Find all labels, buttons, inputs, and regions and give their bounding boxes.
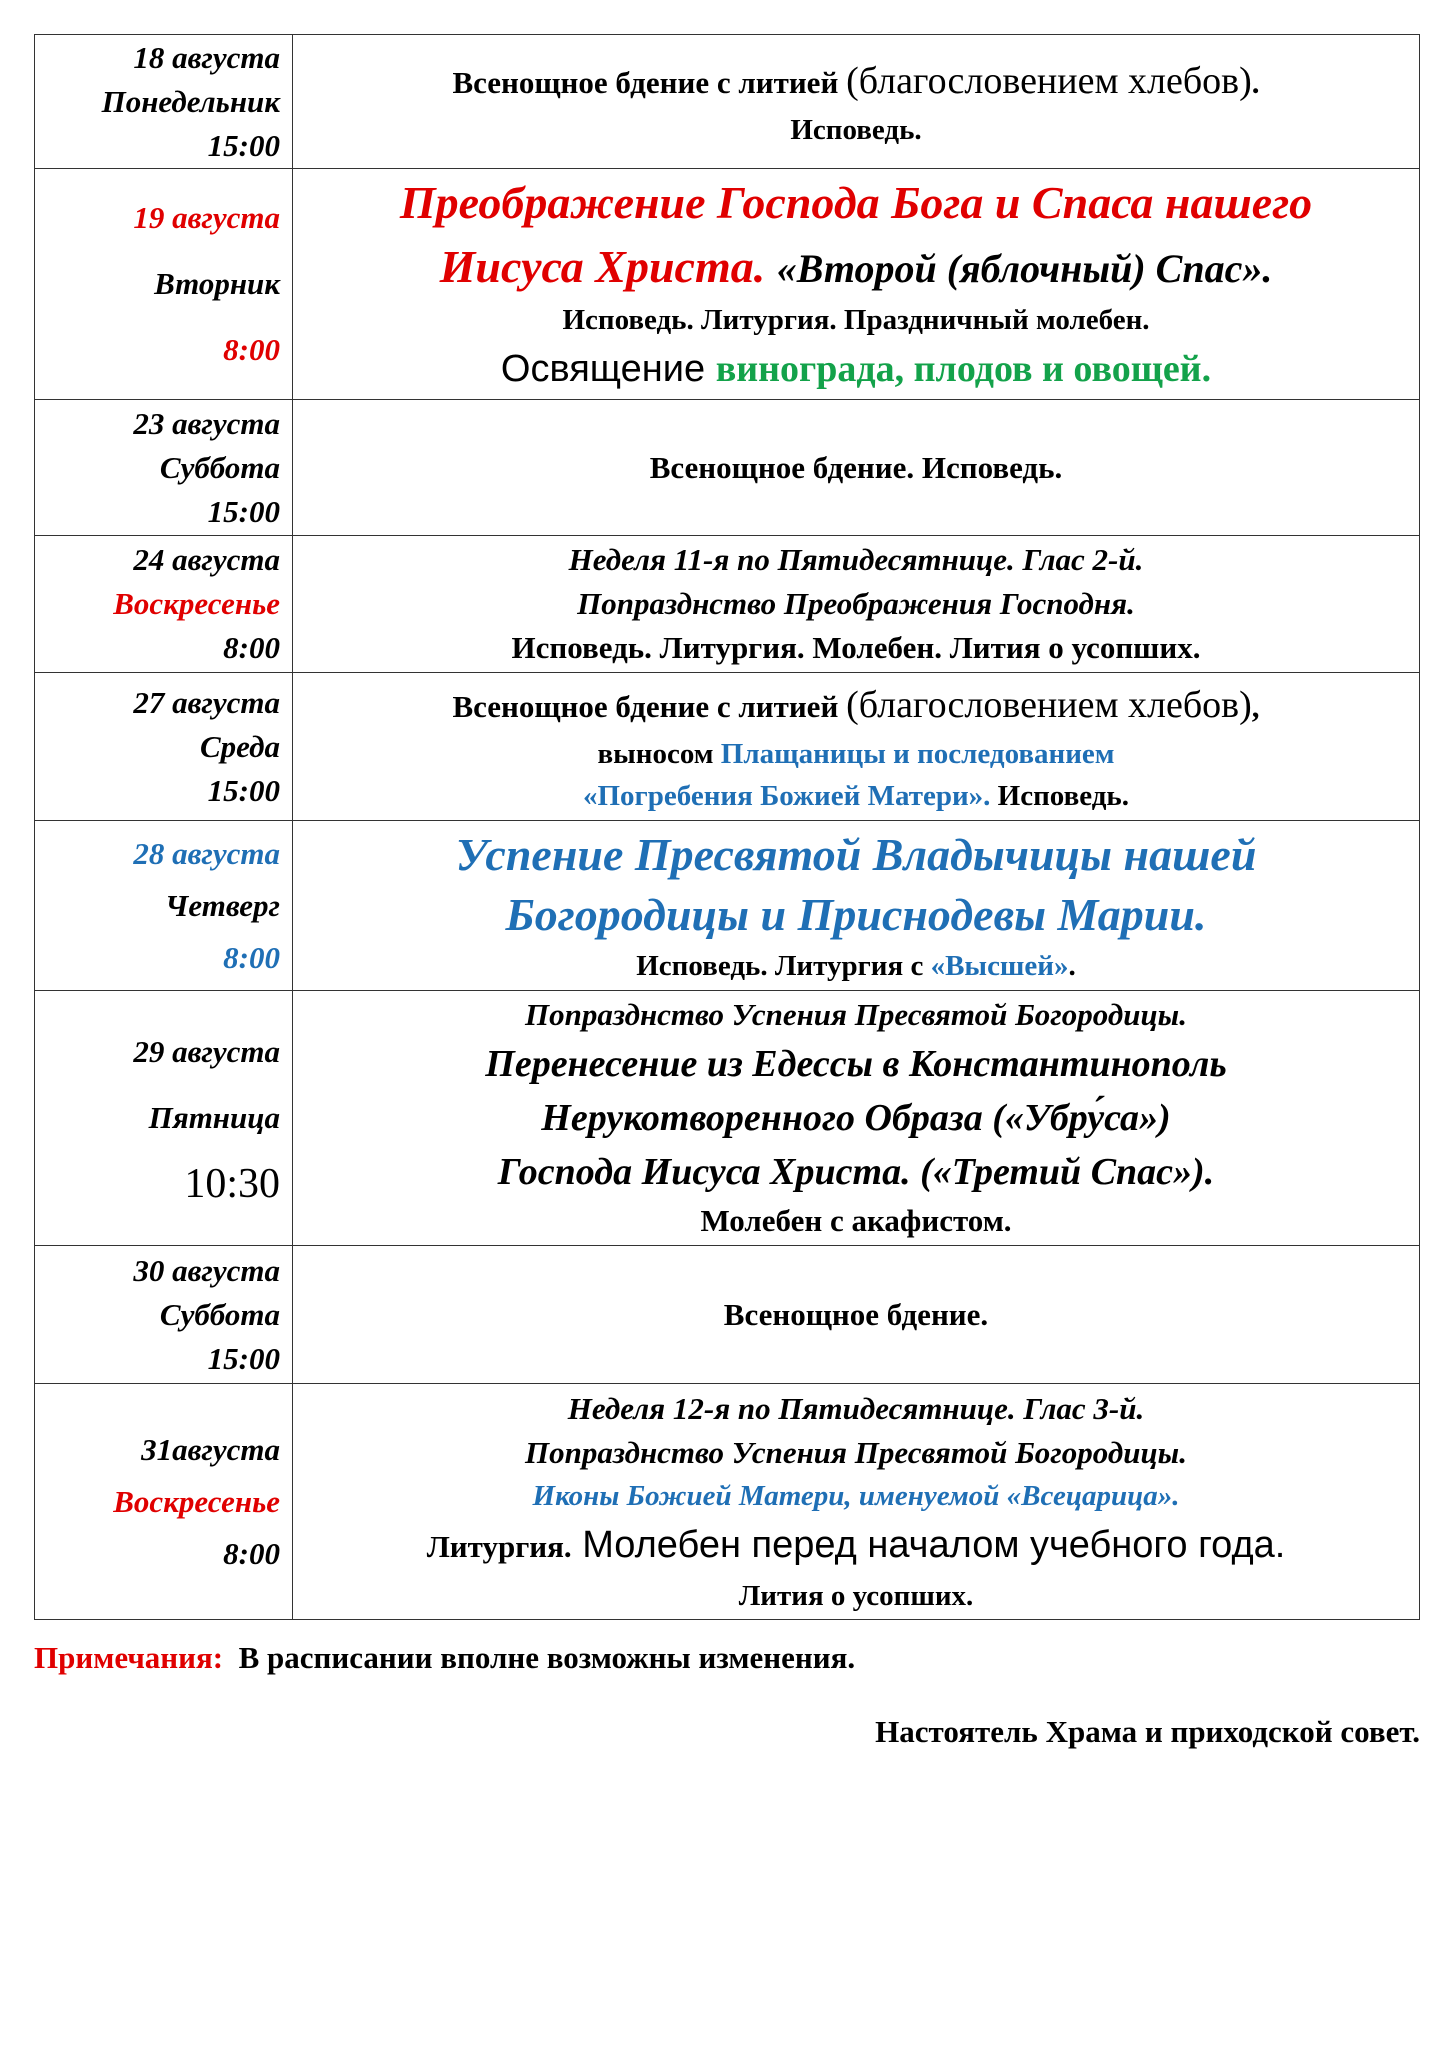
schedule-row [35,673,1420,821]
description-line: Попразднство Успения Пресвятой Богородицы. [525,997,1187,1032]
weekday: Воскресенье [113,586,280,621]
punctuation: . [1068,949,1076,982]
highlight-text: винограда, плодов и овощей. [715,348,1212,390]
description-line [299,1517,1413,1575]
highlight-text: «Высшей» [930,949,1069,982]
weekday: Четверг [165,887,280,923]
date: 27 августа [133,684,280,720]
time: 15:00 [207,772,280,808]
description-line: Иконы Божией Матери, именуемой «Всецарица». [532,1479,1180,1512]
description-line: Нерукотворенного Образа («Убру́са») [541,1097,1171,1139]
description-line: Лития о усопших. [738,1579,974,1612]
service-text: Всенощное бдение с литией [452,64,847,100]
schedule-row [35,1246,1420,1384]
date: 23 августа [133,405,280,441]
description-line: Исповедь. Литургия. Молебен. Лития о усопших. [511,630,1201,665]
description-line: Попразднство Преображения Господня. [577,586,1135,621]
notes-text: В расписании вполне возможны изменения. [238,1640,856,1675]
signature: Настоятель Храма и приходской совет. [875,1714,1420,1749]
schedule-row [35,35,1420,169]
description-line: Всенощное бдение. [723,1296,989,1332]
time: 15:00 [207,127,280,163]
date: 18 августа [133,39,280,75]
time: 10:30 [184,1161,280,1207]
service-text: Литургия. [426,1528,572,1564]
feast-title [299,235,1413,299]
feast-title-red: Иисуса Христа. [439,241,766,292]
date: 30 августа [133,1252,280,1288]
schedule-row [35,400,1420,536]
service-text: Исповедь. Литургия с [636,949,931,982]
weekday: Суббота [159,449,280,485]
date-cell [35,35,293,169]
description-line: Перенесение из Едессы в Константинополь [485,1043,1227,1085]
date-cell [35,1384,293,1620]
description-line: Исповедь. Литургия. Праздничный молебен. [562,304,1150,336]
date-cell [35,991,293,1246]
date: 31августа [141,1431,280,1467]
description-cell [293,400,1420,536]
schedule-row [35,821,1420,991]
feast-title: Богородицы и Приснодевы Марии. [505,888,1207,940]
description-cell [293,169,1420,400]
time: 8:00 [223,1535,280,1571]
schedule-row [35,991,1420,1246]
service-text: Освящение [500,348,716,390]
weekday: Воскресенье [113,1483,280,1519]
punctuation: . [1251,64,1260,100]
notes-label: Примечания: [34,1640,224,1675]
date: 29 августа [133,1034,280,1069]
date-cell [35,169,293,400]
description-cell [293,673,1420,821]
feast-title: Преображение Господа Бога и Спаса нашего [399,177,1313,228]
description-line [299,341,1413,397]
description-line [299,775,1413,817]
feast-title: Успение Пресвятой Владычицы нашей [455,828,1257,880]
weekday: Понедельник [101,83,280,119]
date: 24 августа [133,542,280,577]
description-line [299,733,1413,775]
weekday: Вторник [154,266,280,301]
description-line [299,945,1413,987]
service-text: Всенощное бдение с литией [452,688,847,724]
service-note: (благословением хлебов) [846,59,1252,102]
time: 8:00 [223,939,280,975]
date: 28 августа [133,835,280,871]
service-note: (благословением хлебов) [846,683,1252,726]
service-text: выносом [597,737,721,770]
description-cell [293,35,1420,169]
schedule-row [35,536,1420,673]
notes [34,1640,855,1676]
description-line: Всенощное бдение. Исповедь. [649,449,1063,485]
description-line: Исповедь. [790,113,922,146]
date-cell [35,673,293,821]
schedule-row [35,1384,1420,1620]
date-cell [35,536,293,673]
date: 19 августа [133,200,280,235]
time: 15:00 [207,1340,280,1376]
time: 15:00 [207,493,280,529]
schedule-table [34,34,1420,1620]
description-line: Господа Иисуса Христа. («Третий Спас»). [497,1151,1215,1193]
time: 8:00 [223,332,280,367]
description-line [299,677,1413,733]
description-line: Неделя 11-я по Пятидесятнице. Глас 2-й. [568,542,1144,577]
description-line: Неделя 12-я по Пятидесятнице. Глас 3-й. [567,1390,1145,1426]
weekday: Пятница [148,1100,280,1135]
weekday: Суббота [159,1296,280,1332]
description-cell [293,1246,1420,1384]
feast-subtitle: «Второй (яблочный) Спас». [776,246,1273,291]
description-cell [293,536,1420,673]
description-cell [293,1384,1420,1620]
description-line [299,53,1413,109]
highlight-text: «Погребения Божией Матери». [583,779,991,812]
highlight-text: Плащаницы и последованием [720,737,1115,770]
date-cell [35,1246,293,1384]
time: 8:00 [223,630,280,665]
date-cell [35,400,293,536]
punctuation: , [1251,688,1260,724]
weekday: Среда [199,728,280,764]
description-line: Попразднство Успения Пресвятой Богородицы. [525,1434,1187,1470]
description-cell [293,821,1420,991]
service-text: Исповедь. [990,779,1129,812]
description-line: Молебен с акафистом. [700,1203,1012,1238]
schedule-row [35,169,1420,400]
date-cell [35,821,293,991]
service-text: Молебен перед началом учебного года. [571,1523,1286,1566]
description-cell [293,991,1420,1246]
